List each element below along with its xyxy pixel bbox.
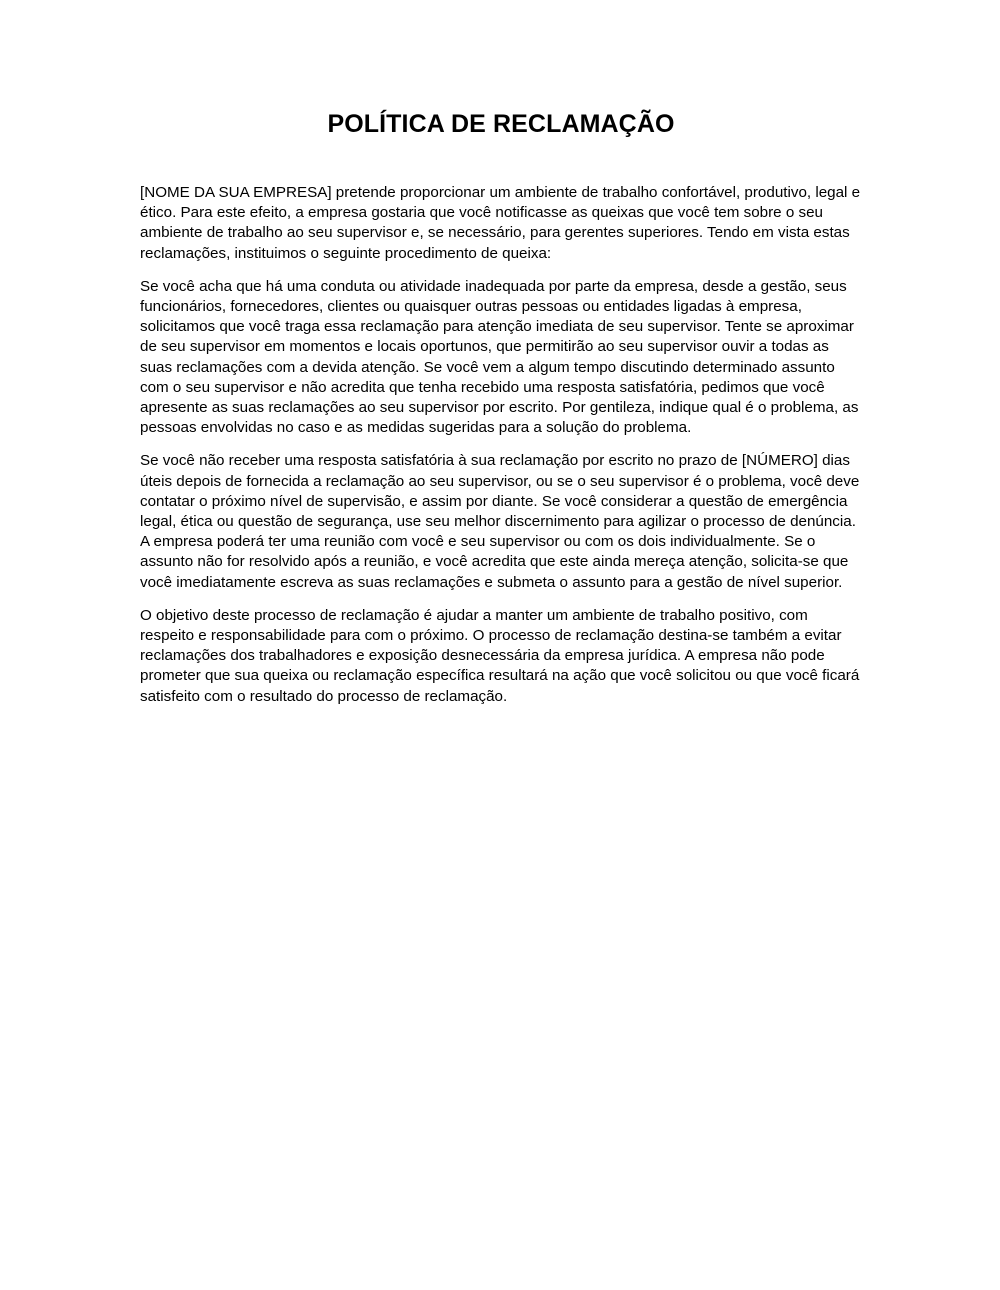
paragraph-prazo-escalonamento: Se você não receber uma resposta satisfatória à sua reclamação por escrito no prazo de [NÚMERO] dias úteis depois de fornecida a reclamação ao seu supervisor, ou se o seu supervisor é o problema, você deve contatar o próximo nível de supervisão, e assim por diante. Se você considerar a questão de emergência legal, ética ou questão de segurança, use seu melhor discernimento para agilizar o processo de denúncia. A empresa poderá ter uma reunião com você e seu supervisor ou com os dois individualmente. Se o assunto não for resolvido após a reunião, e você acredita que este ainda mereça atenção, solicita-se que você imediatamente escreva as suas reclamações e submeta o assunto para a gestão de nível superior.	[140, 452, 864, 591]
paragraph-intro: [NOME DA SUA EMPRESA] pretende proporcionar um ambiente de trabalho confortável, produtivo, legal e ético. Para este efeito, a empresa gostaria que você notificasse as queixas que você tem sobre o seu ambiente de trabalho ao seu supervisor e, se necessário, para gerentes superiores. Tendo em vista estas reclamações, instituimos o seguinte procedimento de queixa:	[140, 184, 865, 262]
paragraph-objetivo: O objetivo deste processo de reclamação é ajudar a manter um ambiente de trabalho positivo, com respeito e responsabilidade para com o próximo. O processo de reclamação destina-se também a evitar reclamações dos trabalhadores e exposição desnecessária da empresa jurídica. A empresa não pode prometer que sua queixa ou reclamação específica resultará na ação que você solicitou ou que você ficará satisfeito com o resultado do processo de reclamação.	[140, 606, 864, 705]
document-content	[140, 183, 865, 707]
page-title: POLÍTICA DE RECLAMAÇÃO	[327, 110, 675, 138]
paragraph-conduta-inadequada: Se você acha que há uma conduta ou atividade inadequada por parte da empresa, desde a gestão, seus funcionários, fornecedores, clientes ou quaisquer outras pessoas ou entidades ligadas à empresa, solicitamos que você traga essa reclamação para atenção imediata de seu supervisor. Tente se aproximar de seu supervisor em momentos e locais oportunos, que permitirão ao seu supervisor ouvir a todas as suas reclamações com a devida atenção. Se você vem a algum tempo discutindo determinado assunto com o seu supervisor e não acredita que tenha recebido uma resposta satisfatória, pedimos que você apresente as suas reclamações ao seu supervisor por escrito. Por gentileza, indique qual é o problema, as pessoas envolvidas no caso e as medidas sugeridas para a solução do problema.	[140, 277, 863, 437]
